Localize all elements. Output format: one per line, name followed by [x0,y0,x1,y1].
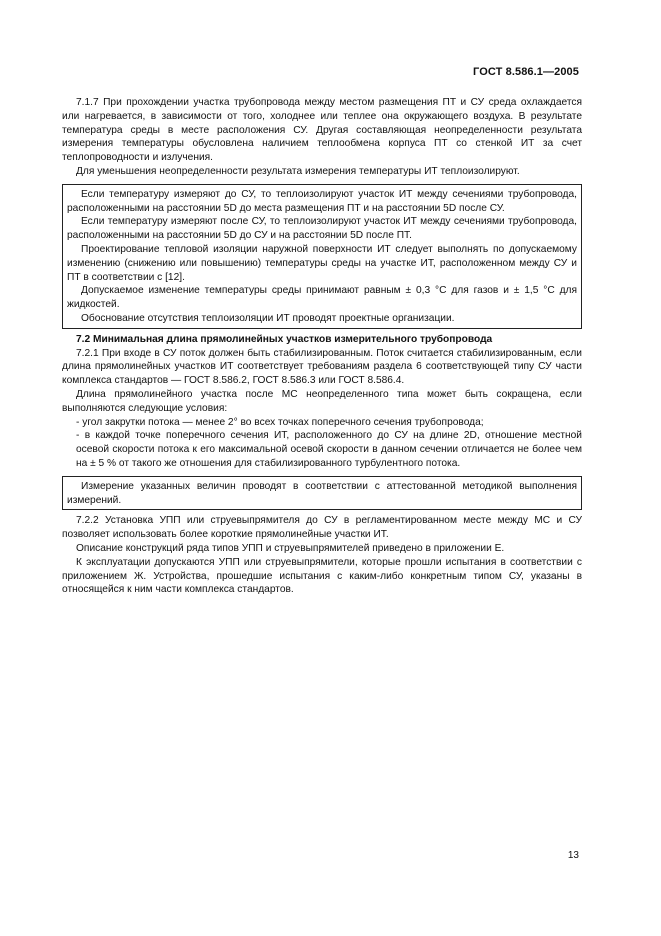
paragraph-appendix-e: Описание конструкций ряда типов УПП и струевыпрямителей приведено в приложении Е. [76,542,505,554]
paragraph-ms-conditions: Длина прямолинейного участка после МС неопределенного типа может быть сокращена, если выполняются следующие условия: [62,388,582,414]
page-number: 13 [567,850,579,861]
document-header: ГОСТ 8.586.1—2005 [473,66,579,78]
box1-paragraph-1: Если температуру измеряют до СУ, то теплоизолируют участок ИТ между сечениями трубопровода, расположенными на расстоянии 5D до места размещения ПТ и на расстоянии 5D после СУ. [67,188,577,214]
paragraph-insulation: Для уменьшения неопределенности результата измерения температуры ИТ теплоизолируют. [76,165,520,177]
section-heading-7-2: 7.2 Минимальная длина прямолинейных участков измерительного трубопровода [76,333,493,345]
box1-paragraph-3: Проектирование тепловой изоляции наружной поверхности ИТ следует выполнять по допускаемому изменению (снижению или повышению) температуры среды на участке ИТ, расположенном между СУ и ПТ в соответствии с [12]. [67,243,577,283]
paragraph-7-2-2: 7.2.2 Установка УПП или струевыпрямителя до СУ в регламентированном месте между МС и СУ позволяет использовать более короткие прямолинейные участки ИТ. [62,515,582,541]
box2-paragraph-1: Измерение указанных величин проводят в соответствии с аттестованной методикой выполнения измерений. [67,480,577,506]
condition-item-1: - угол закрутки потока — менее 2° во всех точках поперечного сечения трубопровода; [76,416,484,428]
box1-paragraph-5: Обоснование отсутствия теплоизоляции ИТ проводят проектные организации. [81,312,455,324]
box1-paragraph-4: Допускаемое изменение температуры среды принимают равным ± 0,3 °С для газов и ± 1,5 °С для жидкостей. [67,285,577,311]
note-box-insulation [62,184,582,329]
paragraph-appendix-zh: К эксплуатации допускаются УПП или струевыпрямители, которые прошли испытания в соответствии с приложением Ж. Устройства, прошедшие испытания с каким-либо конкретным типом СУ, указаны в относящейся к ним части комплекса стандартов. [62,556,582,596]
condition-item-2: - в каждой точке поперечного сечения ИТ, расположенного до СУ на длине 2D, отношение местной осевой скорости потока к его максимальной осевой скорости в данном сечении отличается не более чем на ± 5 % от такого же отношения для стабилизированного турбулентного потока. [76,430,582,469]
paragraph-7-1-7: 7.1.7 При прохождении участка трубопровода между местом размещения ПТ и СУ среда охлаждается или нагревается, в зависимости от того, холоднее или теплее она окружающего воздуха. В результате температура среды в месте расположения СУ. Другая составляющая неопределенности результата измерения температуры обусловлена наличием теплообмена корпуса ПТ со стенкой ИТ за счет теплопроводности и излучения. [62,97,582,164]
note-box-measurement [62,476,582,511]
paragraph-7-2-1: 7.2.1 При входе в СУ поток должен быть стабилизированным. Поток считается стабилизированным, если длина прямолинейных участков ИТ соответствует требованиям раздела 6 соответствующей типу СУ части комплекса стандартов — ГОСТ 8.586.2, ГОСТ 8.586.3 или ГОСТ 8.586.4. [62,347,582,387]
box1-paragraph-2: Если температуру измеряют после СУ, то теплоизолируют участок ИТ между сечениями трубопровода, расположенными на расстоянии 5D до СУ и на расстоянии 5D после ПТ. [67,216,577,242]
page-content [62,96,582,597]
